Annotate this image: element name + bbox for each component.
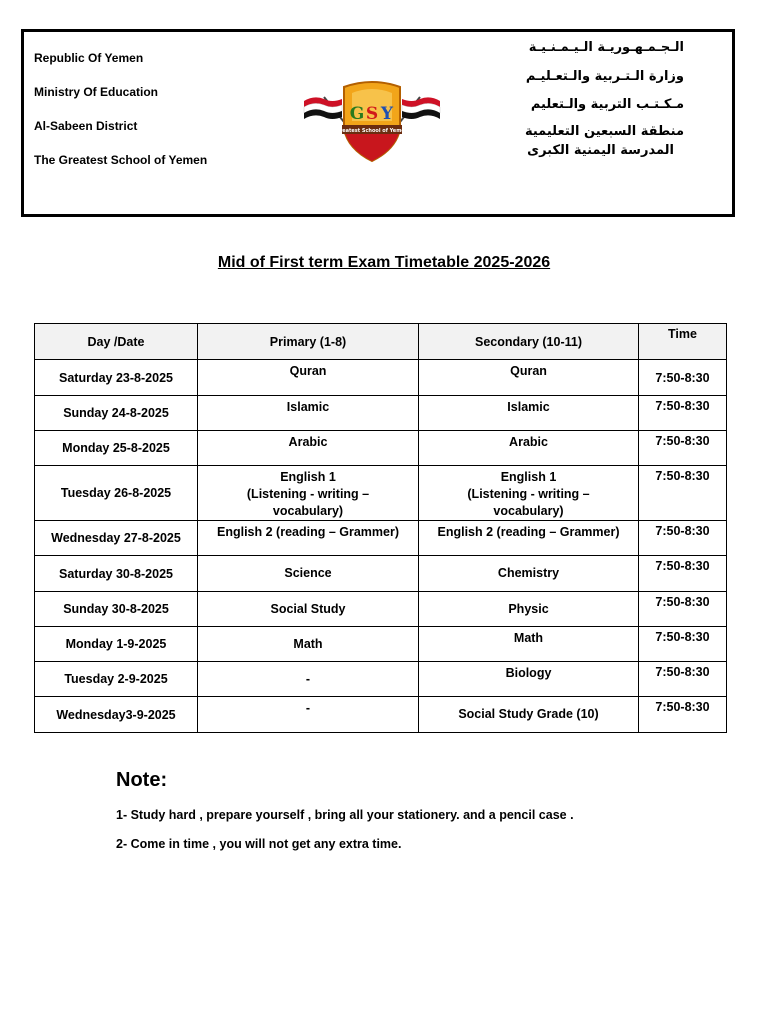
svg-text:G: G <box>349 104 365 124</box>
time-cell: 7:50-8:30 <box>639 521 727 556</box>
secondary-cell: Islamic <box>419 396 639 431</box>
time-cell: 7:50-8:30 <box>639 592 727 627</box>
header-arabic-line-3: مـكـتـب التربية والـتعليم <box>530 97 684 112</box>
primary-cell: Quran <box>198 360 419 396</box>
table-row <box>35 592 727 627</box>
time-cell: 7:50-8:30 <box>639 466 727 521</box>
primary-cell: English 1 (Listening - writing – vocabulary) <box>198 466 419 521</box>
day-cell: Saturday 30-8-2025 <box>35 556 198 592</box>
table-row <box>35 556 727 592</box>
time-cell: 7:50-8:30 <box>639 360 727 396</box>
header-secondary: Secondary (10-11) <box>419 324 639 360</box>
table-row <box>35 627 727 662</box>
day-cell: Wednesday3-9-2025 <box>35 697 198 733</box>
header-primary: Primary (1-8) <box>198 324 419 360</box>
time-cell: 7:50-8:30 <box>639 697 727 733</box>
table-row <box>35 662 727 697</box>
secondary-cell: Arabic <box>419 431 639 466</box>
left-flag-icon <box>304 97 348 127</box>
primary-cell: Math <box>198 627 419 662</box>
note-heading: Note: <box>116 769 168 791</box>
header-arabic-line-1: الـجـمـهـوريـة الـيـمـنـيـة <box>528 40 684 55</box>
note-line-1: 1- Study hard , prepare yourself , bring all your stationery. and a pencil case . <box>116 808 574 822</box>
note-line-2: 2- Come in time , you will not get any extra time. <box>116 837 402 851</box>
school-logo <box>302 77 442 167</box>
time-cell: 7:50-8:30 <box>639 556 727 592</box>
day-cell: Monday 1-9-2025 <box>35 627 198 662</box>
secondary-cell: Chemistry <box>419 556 639 592</box>
primary-cell: Social Study <box>198 592 419 627</box>
table-row <box>35 697 727 733</box>
svg-text:S: S <box>365 104 379 124</box>
day-cell: Sunday 30-8-2025 <box>35 592 198 627</box>
table-row <box>35 521 727 556</box>
time-cell: 7:50-8:30 <box>639 396 727 431</box>
page-title: Mid of First term Exam Timetable 2025-2026 <box>217 254 551 271</box>
day-cell: Monday 25-8-2025 <box>35 431 198 466</box>
header-english-line-3: Al-Sabeen District <box>34 119 138 133</box>
primary-cell: English 2 (reading – Grammer) <box>198 521 419 556</box>
day-cell: Wednesday 27-8-2025 <box>35 521 198 556</box>
day-cell: Sunday 24-8-2025 <box>35 396 198 431</box>
secondary-cell: English 2 (reading – Grammer) <box>419 521 639 556</box>
letterhead-box <box>21 29 735 217</box>
header-time: Time <box>639 324 727 360</box>
primary-cell: - <box>198 662 419 697</box>
secondary-cell: English 1 (Listening - writing – vocabulary) <box>419 466 639 521</box>
day-cell: Tuesday 2-9-2025 <box>35 662 198 697</box>
primary-cell: Science <box>198 556 419 592</box>
exam-timetable <box>34 323 727 733</box>
header-day-date: Day /Date <box>35 324 198 360</box>
right-flag-icon <box>396 97 440 127</box>
table-row <box>35 360 727 396</box>
svg-text:Y: Y <box>380 104 394 124</box>
secondary-cell: Physic <box>419 592 639 627</box>
table-row <box>35 431 727 466</box>
secondary-cell: Math <box>419 627 639 662</box>
header-english-line-2: Ministry Of Education <box>34 85 159 99</box>
secondary-cell: Quran <box>419 360 639 396</box>
time-cell: 7:50-8:30 <box>639 627 727 662</box>
primary-cell: - <box>198 697 419 733</box>
header-english-line-4: The Greatest School of Yemen <box>34 153 208 167</box>
svg-text:Greatest School of Yemen: Greatest School of Yemen <box>335 128 409 134</box>
header-arabic-line-2: وزارة الـتـربية والـتعـليـم <box>525 69 684 84</box>
time-cell: 7:50-8:30 <box>639 431 727 466</box>
header-arabic-line-5: المدرسة اليمنية الكبرى <box>527 143 674 158</box>
header-english-line-1: Republic Of Yemen <box>34 51 144 65</box>
primary-cell: Arabic <box>198 431 419 466</box>
day-cell: Saturday 23-8-2025 <box>35 360 198 396</box>
header-arabic-line-4: منطقة السبعين التعليمية <box>524 124 684 139</box>
table-row <box>35 466 727 521</box>
secondary-cell: Biology <box>419 662 639 697</box>
time-cell: 7:50-8:30 <box>639 662 727 697</box>
secondary-cell: Social Study Grade (10) <box>419 697 639 733</box>
table-row <box>35 396 727 431</box>
primary-cell: Islamic <box>198 396 419 431</box>
day-cell: Tuesday 26-8-2025 <box>35 466 198 521</box>
